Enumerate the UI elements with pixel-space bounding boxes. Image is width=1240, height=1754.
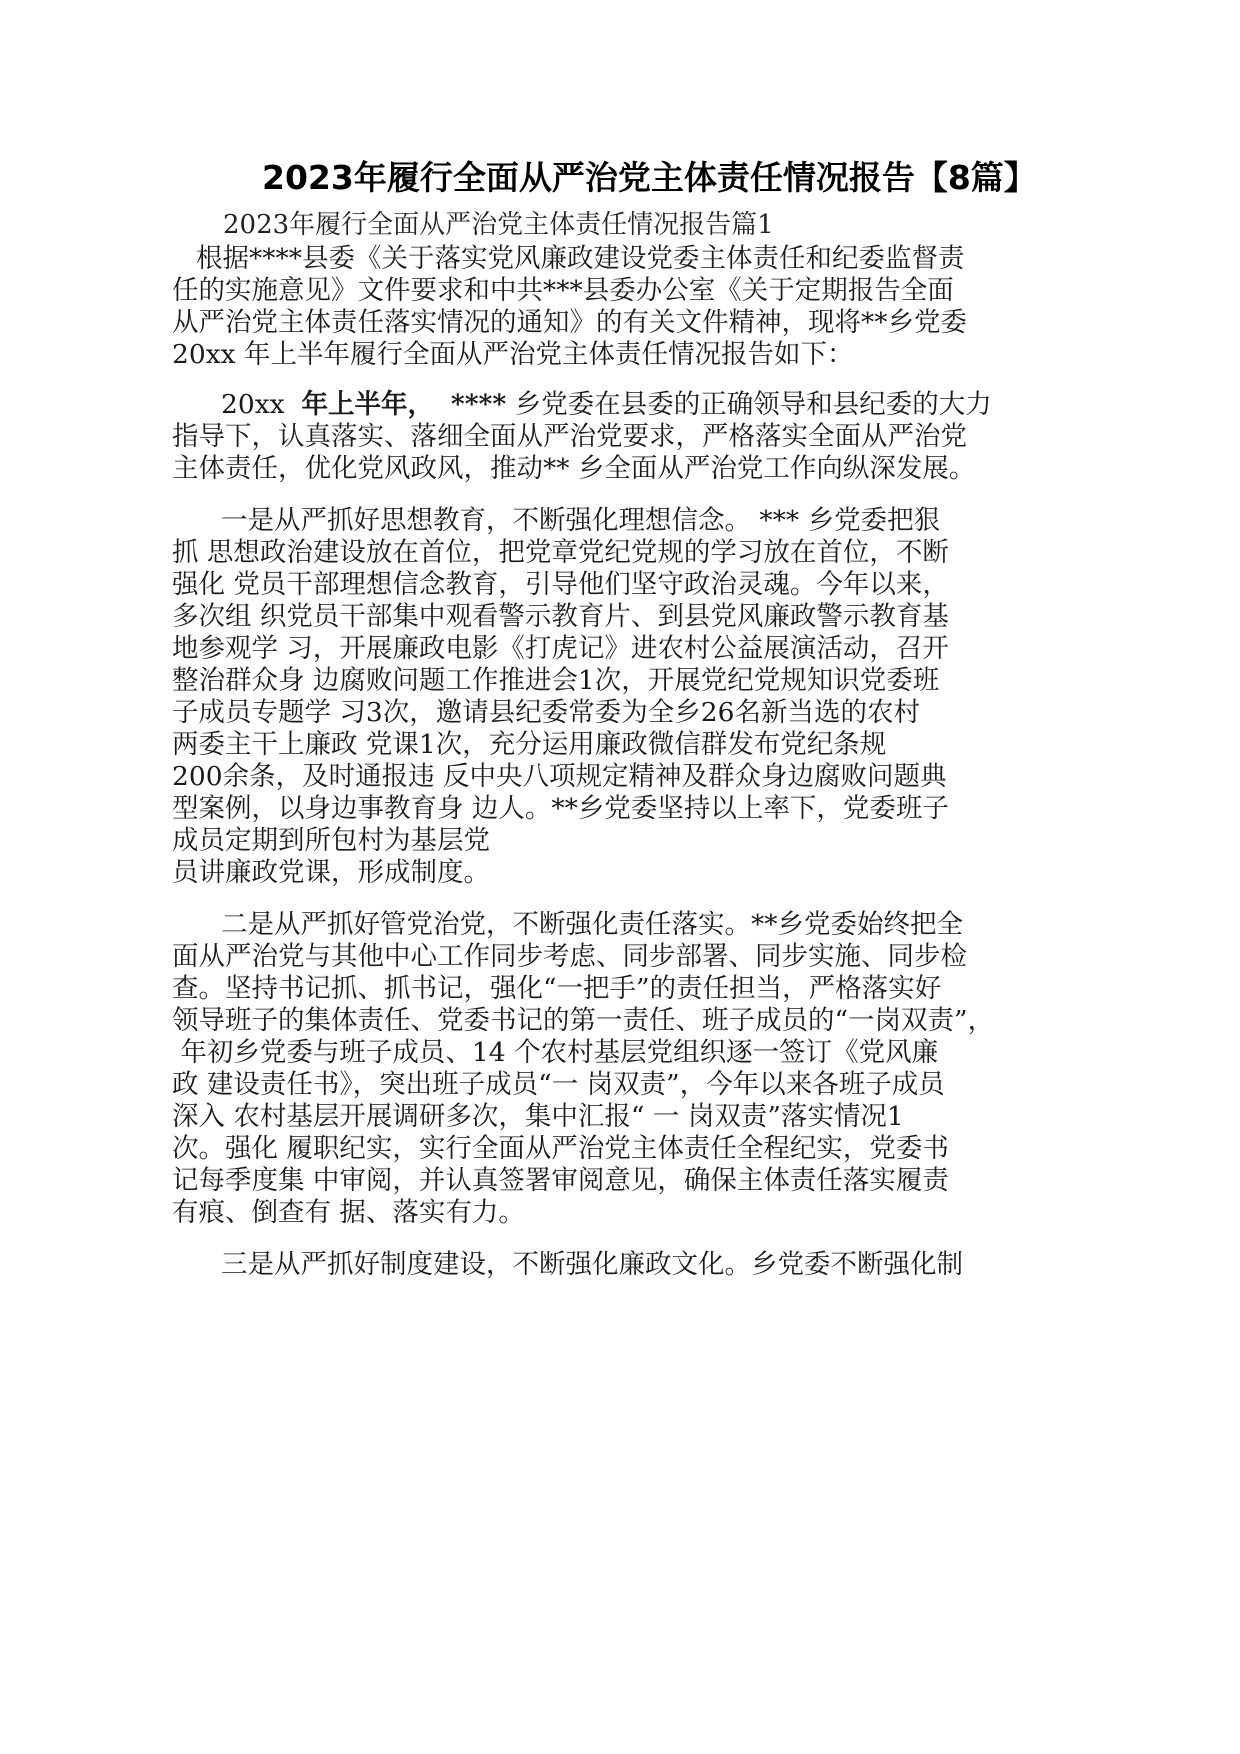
overview-line-3: 主体责任，优化党风政风，推动** 乡全面从严治党工作向纵深发展。 (172, 453, 976, 484)
point-two-line-9: 记每季度集 中审阅，并认真签署审阅意见，确保主体责任落实履责 (172, 1165, 949, 1196)
point-two-line-5: 年初乡党委与班子成员、14 个农村基层党组织逐一签订《党风廉 (172, 1037, 939, 1068)
point-one-line-6: 整治群众身 边腐败问题工作推进会1次，开展党纪党规知识党委班 (172, 665, 940, 696)
intro-line-2: 任的实施意见》文件要求和中共***县委办公室《关于定期报告全面 (172, 275, 954, 306)
point-two-line-8: 次。强化 履职纪实，实行全面从严治党主体责任全程纪实，党委书 (172, 1133, 949, 1164)
point-one-line-10: 型案例，以身边事教育身 边人。**乡党委坚持以上率下，党委班子 (172, 793, 949, 824)
point-two-line-7: 深入 农村基层开展调研多次，集中汇报“ 一 岗双责”落实情况1 (172, 1101, 904, 1132)
point-one-line-11: 成员定期到所包村为基层党 (172, 825, 490, 856)
overview-line-2: 指导下，认真落实、落细全面从严治党要求，严格落实全面从严治党 (172, 421, 967, 452)
point-two-line-3: 查。坚持书记抓、抓书记，强化“一把手”的责任担当，严格落实好 (172, 973, 942, 1004)
overview-lead-year: 20xx (221, 389, 285, 420)
document-title: 2023年履行全面从严治党主体责任情况报告【8篇】 (262, 158, 1037, 197)
point-two-line-10: 有痕、倒查有 据、落实有力。 (172, 1197, 525, 1228)
point-two-line-2: 面从严治党与其他中心工作同步考虑、同步部署、同步实施、同步检 (172, 941, 967, 972)
overview-lead-text: 年上半年， (301, 389, 434, 420)
intro-line-4: 20xx 年上半年履行全面从严治党主体责任情况报告如下： (172, 339, 854, 370)
overview-line-1 (221, 389, 992, 420)
point-one-line-1: 一是从严抓好思想教育，不断强化理想信念。 *** 乡党委把狠 (221, 505, 941, 536)
point-two-line-1: 二是从严抓好管党治党，不断强化责任落实。**乡党委始终把全 (221, 909, 963, 940)
point-one-line-2: 抓 思想政治建设放在首位，把党章党纪党规的学习放在首位，不断 (172, 537, 949, 568)
point-two-line-4: 领导班子的集体责任、党委书记的第一责任、班子成员的“一岗双责”， (172, 1005, 995, 1036)
overview-lead-stars: **** (450, 389, 507, 420)
point-one-line-4: 多次组 织党员干部集中观看警示教育片、到县党风廉政警示教育基 (172, 601, 949, 632)
point-one-line-12: 员讲廉政党课，形成制度。 (172, 857, 490, 888)
point-one-line-7: 子成员专题学 习3次，邀请县纪委常委为全乡26名新当选的农村 (172, 697, 921, 728)
document-subtitle: 2023年履行全面从严治党主体责任情况报告篇1 (223, 210, 774, 240)
intro-line-1: 根据****县委《关于落实党风廉政建设党委主体责任和纪委监督责 (196, 243, 965, 274)
point-one-line-8: 两委主干上廉政 党课1次，充分运用廉政微信群发布党纪条规 (172, 729, 887, 760)
intro-line-3: 从严治党主体责任落实情况的通知》的有关文件精神，现将**乡党委 (172, 307, 967, 338)
point-one-line-9: 200余条，及时通报违 反中央八项规定精神及群众身边腐败问题典 (172, 761, 947, 792)
overview-line-1-rest: 乡党委在县委的正确领导和县纪委的大力 (506, 389, 992, 420)
point-one-line-5: 地参观学 习，开展廉政电影《打虎记》进农村公益展演活动，召开 (172, 633, 949, 664)
point-three-line-1: 三是从严抓好制度建设，不断强化廉政文化。乡党委不断强化制 (221, 1249, 963, 1280)
point-one-line-3: 强化 党员干部理想信念教育，引导他们坚守政治灵魂。今年以来， (172, 569, 949, 600)
point-two-line-6: 政 建设责任书》，突出班子成员“一 岗双责”，今年以来各班子成员 (172, 1069, 945, 1100)
